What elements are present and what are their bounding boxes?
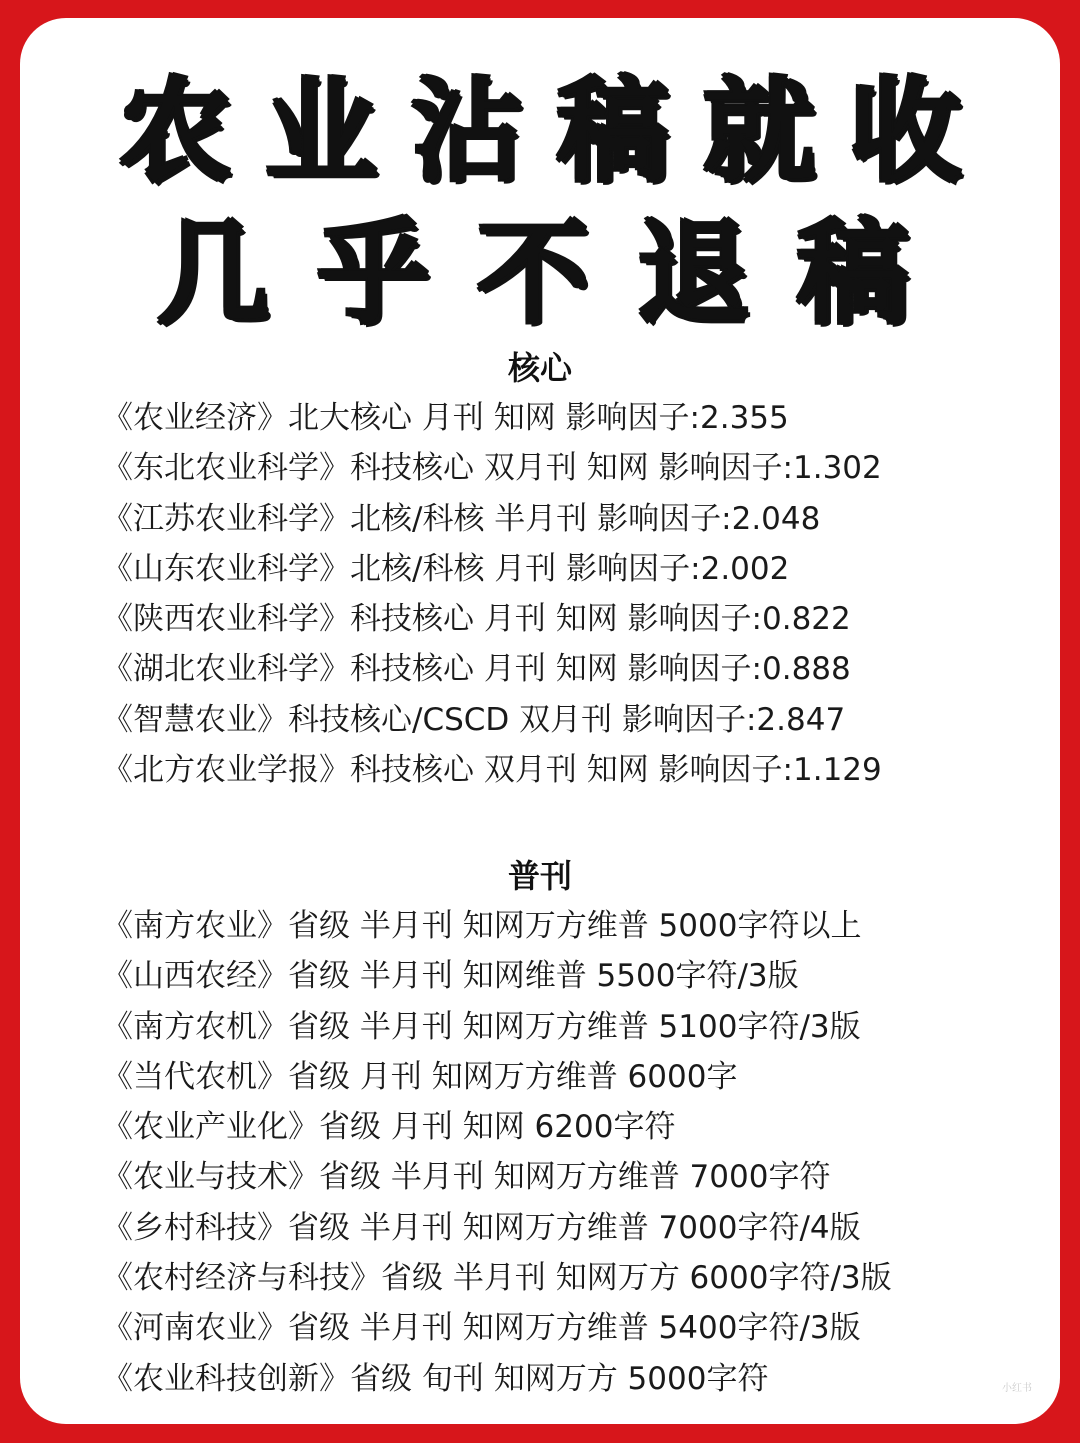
content-card xyxy=(20,18,1060,1424)
core-journal-item: 《智慧农业》科技核心/CSCD 双月刊 影响因子:2.847 xyxy=(102,701,846,738)
general-journal-item: 《山西农经》省级 半月刊 知网维普 5500字符/3版 xyxy=(102,958,799,995)
core-journal-item: 《陕西农业科学》科技核心 月刊 知网 影响因子:0.822 xyxy=(102,601,851,638)
core-journal-item: 《东北农业科学》科技核心 双月刊 知网 影响因子:1.302 xyxy=(102,450,882,487)
general-journal-item: 《农村经济与科技》省级 半月刊 知网万方 6000字符/3版 xyxy=(102,1260,892,1297)
general-journal-item: 《农业科技创新》省级 旬刊 知网万方 5000字符 xyxy=(102,1360,769,1397)
general-journal-item: 《南方农机》省级 半月刊 知网万方维普 5100字符/3版 xyxy=(102,1008,861,1045)
title-line-1: 农业沾稿就收 xyxy=(119,67,995,197)
core-journal-list xyxy=(102,393,882,795)
core-heading: 核心 xyxy=(507,349,572,387)
general-journal-item: 《农业与技术》省级 半月刊 知网万方维普 7000字符 xyxy=(102,1159,831,1196)
general-journal-item: 《南方农业》省级 半月刊 知网万方维普 5000字符以上 xyxy=(102,908,862,944)
title-line-2: 几乎不退稿 xyxy=(157,209,957,339)
general-journal-list xyxy=(102,901,892,1404)
core-journal-item: 《湖北农业科学》科技核心 月刊 知网 影响因子:0.888 xyxy=(102,651,851,688)
general-journal-item: 《农业产业化》省级 月刊 知网 6200字符 xyxy=(102,1109,676,1146)
core-journal-item: 《北方农业学报》科技核心 双月刊 知网 影响因子:1.129 xyxy=(102,752,882,789)
general-journal-item: 《乡村科技》省级 半月刊 知网万方维普 7000字符/4版 xyxy=(102,1209,861,1246)
core-journal-item: 《农业经济》北大核心 月刊 知网 影响因子:2.355 xyxy=(102,400,789,436)
watermark: 小红书 xyxy=(1002,1383,1032,1394)
core-journal-item: 《山东农业科学》北核/科核 月刊 影响因子:2.002 xyxy=(102,550,790,587)
general-heading: 普刊 xyxy=(507,857,572,895)
core-journal-item: 《江苏农业科学》北核/科核 半月刊 影响因子:2.048 xyxy=(102,500,821,537)
general-journal-item: 《河南农业》省级 半月刊 知网万方维普 5400字符/3版 xyxy=(102,1310,861,1347)
general-journal-item: 《当代农机》省级 月刊 知网万方维普 6000字 xyxy=(102,1058,738,1095)
